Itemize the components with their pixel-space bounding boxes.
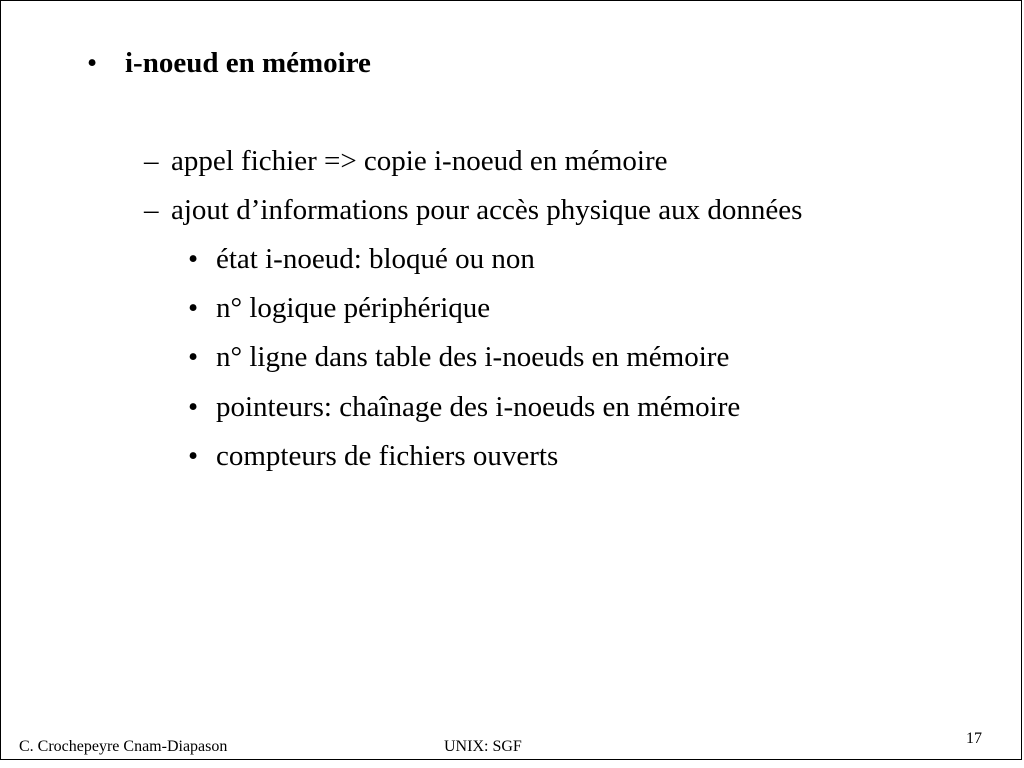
bullet-marker: • xyxy=(188,341,199,373)
detail-item xyxy=(188,288,490,328)
bullet-marker: • xyxy=(188,292,199,324)
subpoint-text: ajout d’informations pour accès physique aux données xyxy=(171,194,803,226)
bullet-marker: • xyxy=(188,440,199,472)
subpoint-item xyxy=(144,190,802,230)
detail-text: état i-noeud: bloqué ou non xyxy=(216,243,535,275)
bullet-marker: • xyxy=(188,243,199,275)
detail-text: n° logique périphérique xyxy=(216,292,491,324)
detail-item xyxy=(188,387,740,427)
detail-text: compteurs de fichiers ouverts xyxy=(216,440,559,472)
heading-text: i-noeud en mémoire xyxy=(125,47,371,79)
page-number: 17 xyxy=(966,730,982,747)
dash-marker: – xyxy=(144,145,159,177)
detail-item xyxy=(188,436,558,476)
detail-item xyxy=(188,337,729,377)
bullet-marker: • xyxy=(87,47,98,79)
subpoint-item xyxy=(144,141,668,181)
footer-author: C. Crochepeyre Cnam-Diapason xyxy=(19,738,228,755)
dash-marker: – xyxy=(144,194,159,226)
heading-bullet-item xyxy=(87,43,371,83)
detail-text: n° ligne dans table des i-noeuds en mémoire xyxy=(216,341,730,373)
detail-item xyxy=(188,239,535,279)
detail-text: pointeurs: chaînage des i-noeuds en mémoire xyxy=(216,391,741,423)
bullet-marker: • xyxy=(188,391,199,423)
footer-title: UNIX: SGF xyxy=(444,738,522,755)
subpoint-text: appel fichier => copie i-noeud en mémoire xyxy=(171,145,668,177)
